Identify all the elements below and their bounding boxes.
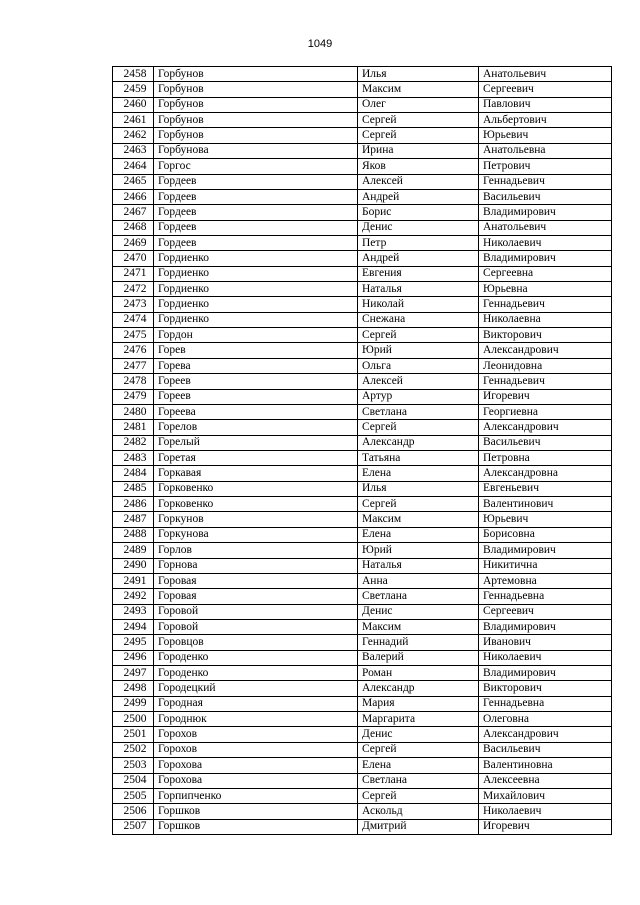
table-row	[113, 143, 612, 158]
row-number: 2502	[113, 742, 154, 757]
patronymic-cell: Александрович	[479, 727, 612, 742]
row-number: 2507	[113, 819, 154, 834]
first-name-cell: Николай	[358, 297, 479, 312]
last-name-cell: Гореев	[154, 389, 358, 404]
table-row	[113, 435, 612, 450]
patronymic-cell: Юрьевич	[479, 512, 612, 527]
table-row	[113, 205, 612, 220]
first-name-cell: Яков	[358, 159, 479, 174]
table-row	[113, 696, 612, 711]
row-number: 2477	[113, 358, 154, 373]
last-name-cell: Городная	[154, 696, 358, 711]
last-name-cell: Горовой	[154, 619, 358, 634]
last-name-cell: Горбунов	[154, 82, 358, 97]
table-row	[113, 235, 612, 250]
last-name-cell: Горлов	[154, 543, 358, 558]
first-name-cell: Валерий	[358, 650, 479, 665]
first-name-cell: Сергей	[358, 128, 479, 143]
patronymic-cell: Игоревич	[479, 389, 612, 404]
row-number: 2481	[113, 420, 154, 435]
last-name-cell: Горшков	[154, 819, 358, 834]
table-row	[113, 543, 612, 558]
last-name-cell: Гордон	[154, 328, 358, 343]
row-number: 2470	[113, 251, 154, 266]
last-name-cell: Горохов	[154, 742, 358, 757]
table-row	[113, 420, 612, 435]
first-name-cell: Максим	[358, 512, 479, 527]
last-name-cell: Горгос	[154, 159, 358, 174]
first-name-cell: Сергей	[358, 497, 479, 512]
first-name-cell: Денис	[358, 220, 479, 235]
patronymic-cell: Викторович	[479, 328, 612, 343]
last-name-cell: Горнова	[154, 558, 358, 573]
last-name-cell: Горовая	[154, 589, 358, 604]
patronymic-cell: Владимирович	[479, 619, 612, 634]
first-name-cell: Александр	[358, 435, 479, 450]
row-number: 2459	[113, 82, 154, 97]
patronymic-cell: Олеговна	[479, 712, 612, 727]
last-name-cell: Горовой	[154, 604, 358, 619]
last-name-cell: Гордеев	[154, 189, 358, 204]
patronymic-cell: Анатольевна	[479, 143, 612, 158]
patronymic-cell: Леонидовна	[479, 358, 612, 373]
patronymic-cell: Геннадьевич	[479, 297, 612, 312]
first-name-cell: Максим	[358, 82, 479, 97]
first-name-cell: Геннадий	[358, 635, 479, 650]
patronymic-cell: Александрович	[479, 343, 612, 358]
table-row	[113, 97, 612, 112]
patronymic-cell: Сергеевич	[479, 604, 612, 619]
row-number: 2478	[113, 374, 154, 389]
first-name-cell: Елена	[358, 758, 479, 773]
table-row	[113, 681, 612, 696]
row-number: 2488	[113, 527, 154, 542]
last-name-cell: Горбунов	[154, 113, 358, 128]
table-row	[113, 773, 612, 788]
last-name-cell: Горева	[154, 358, 358, 373]
table-row	[113, 251, 612, 266]
patronymic-cell: Николаевна	[479, 312, 612, 327]
patronymic-cell: Петровна	[479, 450, 612, 465]
first-name-cell: Маргарита	[358, 712, 479, 727]
first-name-cell: Юрий	[358, 343, 479, 358]
first-name-cell: Ирина	[358, 143, 479, 158]
first-name-cell: Евгения	[358, 266, 479, 281]
patronymic-cell: Александрович	[479, 420, 612, 435]
last-name-cell: Горохова	[154, 773, 358, 788]
table-row	[113, 450, 612, 465]
last-name-cell: Городенко	[154, 650, 358, 665]
first-name-cell: Аскольд	[358, 804, 479, 819]
table-row	[113, 297, 612, 312]
table-row	[113, 481, 612, 496]
last-name-cell: Горовая	[154, 573, 358, 588]
row-number: 2461	[113, 113, 154, 128]
patronymic-cell: Юрьевич	[479, 128, 612, 143]
table-row	[113, 527, 612, 542]
patronymic-cell: Владимирович	[479, 666, 612, 681]
row-number: 2484	[113, 466, 154, 481]
first-name-cell: Юрий	[358, 543, 479, 558]
row-number: 2493	[113, 604, 154, 619]
table-row	[113, 220, 612, 235]
table-row	[113, 558, 612, 573]
table-row	[113, 819, 612, 834]
first-name-cell: Татьяна	[358, 450, 479, 465]
patronymic-cell: Артемовна	[479, 573, 612, 588]
patronymic-cell: Иванович	[479, 635, 612, 650]
patronymic-cell: Владимирович	[479, 205, 612, 220]
patronymic-cell: Борисовна	[479, 527, 612, 542]
row-number: 2463	[113, 143, 154, 158]
patronymic-cell: Георгиевна	[479, 404, 612, 419]
last-name-cell: Гордиенко	[154, 297, 358, 312]
table-row	[113, 404, 612, 419]
patronymic-cell: Сергеевна	[479, 266, 612, 281]
patronymic-cell: Никитична	[479, 558, 612, 573]
patronymic-cell: Викторович	[479, 681, 612, 696]
patronymic-cell: Валентинович	[479, 497, 612, 512]
table-row	[113, 374, 612, 389]
row-number: 2506	[113, 804, 154, 819]
table-row	[113, 189, 612, 204]
last-name-cell: Горелов	[154, 420, 358, 435]
row-number: 2492	[113, 589, 154, 604]
patronymic-cell: Николаевич	[479, 650, 612, 665]
table-row	[113, 389, 612, 404]
patronymic-cell: Анатольевич	[479, 220, 612, 235]
row-number: 2499	[113, 696, 154, 711]
last-name-cell: Горохов	[154, 727, 358, 742]
first-name-cell: Александр	[358, 681, 479, 696]
last-name-cell: Гордеев	[154, 174, 358, 189]
table-row	[113, 497, 612, 512]
table-row	[113, 742, 612, 757]
last-name-cell: Горкавая	[154, 466, 358, 481]
last-name-cell: Горбунов	[154, 97, 358, 112]
row-number: 2480	[113, 404, 154, 419]
first-name-cell: Елена	[358, 466, 479, 481]
row-number: 2467	[113, 205, 154, 220]
first-name-cell: Илья	[358, 481, 479, 496]
row-number: 2503	[113, 758, 154, 773]
last-name-cell: Горохова	[154, 758, 358, 773]
patronymic-cell: Петрович	[479, 159, 612, 174]
last-name-cell: Гордиенко	[154, 251, 358, 266]
row-number: 2468	[113, 220, 154, 235]
first-name-cell: Светлана	[358, 589, 479, 604]
row-number: 2494	[113, 619, 154, 634]
table-row	[113, 604, 612, 619]
row-number: 2462	[113, 128, 154, 143]
patronymic-cell: Александровна	[479, 466, 612, 481]
first-name-cell: Светлана	[358, 773, 479, 788]
table-row	[113, 804, 612, 819]
row-number: 2458	[113, 67, 154, 82]
patronymic-cell: Геннадьевна	[479, 696, 612, 711]
row-number: 2491	[113, 573, 154, 588]
first-name-cell: Алексей	[358, 174, 479, 189]
table-row	[113, 328, 612, 343]
table-row	[113, 174, 612, 189]
row-number: 2466	[113, 189, 154, 204]
first-name-cell: Денис	[358, 604, 479, 619]
first-name-cell: Сергей	[358, 420, 479, 435]
last-name-cell: Горбунова	[154, 143, 358, 158]
table-row	[113, 727, 612, 742]
row-number: 2465	[113, 174, 154, 189]
first-name-cell: Петр	[358, 235, 479, 250]
first-name-cell: Наталья	[358, 558, 479, 573]
last-name-cell: Городецкий	[154, 681, 358, 696]
patronymic-cell: Юрьевна	[479, 282, 612, 297]
patronymic-cell: Васильевич	[479, 189, 612, 204]
first-name-cell: Сергей	[358, 113, 479, 128]
last-name-cell: Гордеев	[154, 235, 358, 250]
row-number: 2490	[113, 558, 154, 573]
first-name-cell: Денис	[358, 727, 479, 742]
table-row	[113, 312, 612, 327]
row-number: 2504	[113, 773, 154, 788]
last-name-cell: Гордеев	[154, 220, 358, 235]
first-name-cell: Алексей	[358, 374, 479, 389]
registry-body	[113, 67, 612, 835]
patronymic-cell: Геннадьевна	[479, 589, 612, 604]
first-name-cell: Наталья	[358, 282, 479, 297]
table-row	[113, 788, 612, 803]
last-name-cell: Горелый	[154, 435, 358, 450]
patronymic-cell: Геннадьевич	[479, 174, 612, 189]
table-row	[113, 67, 612, 82]
last-name-cell: Горкунов	[154, 512, 358, 527]
patronymic-cell: Геннадьевич	[479, 374, 612, 389]
last-name-cell: Горбунов	[154, 128, 358, 143]
first-name-cell: Анна	[358, 573, 479, 588]
first-name-cell: Роман	[358, 666, 479, 681]
table-row	[113, 128, 612, 143]
row-number: 2496	[113, 650, 154, 665]
first-name-cell: Сергей	[358, 328, 479, 343]
first-name-cell: Дмитрий	[358, 819, 479, 834]
last-name-cell: Горетая	[154, 450, 358, 465]
patronymic-cell: Владимирович	[479, 543, 612, 558]
patronymic-cell: Владимирович	[479, 251, 612, 266]
last-name-cell: Горшков	[154, 804, 358, 819]
table-row	[113, 82, 612, 97]
patronymic-cell: Николаевич	[479, 235, 612, 250]
table-row	[113, 635, 612, 650]
first-name-cell: Максим	[358, 619, 479, 634]
row-number: 2482	[113, 435, 154, 450]
registry-table	[112, 66, 612, 835]
table-row	[113, 619, 612, 634]
last-name-cell: Горкунова	[154, 527, 358, 542]
table-row	[113, 113, 612, 128]
table-row	[113, 343, 612, 358]
first-name-cell: Снежана	[358, 312, 479, 327]
first-name-cell: Елена	[358, 527, 479, 542]
row-number: 2483	[113, 450, 154, 465]
last-name-cell: Гордиенко	[154, 266, 358, 281]
patronymic-cell: Сергеевич	[479, 82, 612, 97]
last-name-cell: Горбунов	[154, 67, 358, 82]
table-row	[113, 466, 612, 481]
first-name-cell: Ольга	[358, 358, 479, 373]
table-row	[113, 159, 612, 174]
table-row	[113, 650, 612, 665]
patronymic-cell: Васильевич	[479, 435, 612, 450]
row-number: 2473	[113, 297, 154, 312]
row-number: 2475	[113, 328, 154, 343]
first-name-cell: Сергей	[358, 788, 479, 803]
first-name-cell: Сергей	[358, 742, 479, 757]
first-name-cell: Олег	[358, 97, 479, 112]
last-name-cell: Горев	[154, 343, 358, 358]
table-row	[113, 589, 612, 604]
row-number: 2497	[113, 666, 154, 681]
row-number: 2472	[113, 282, 154, 297]
table-row	[113, 758, 612, 773]
table-row	[113, 666, 612, 681]
last-name-cell: Горпипченко	[154, 788, 358, 803]
row-number: 2469	[113, 235, 154, 250]
table-row	[113, 266, 612, 281]
patronymic-cell: Валентиновна	[479, 758, 612, 773]
patronymic-cell: Васильевич	[479, 742, 612, 757]
row-number: 2486	[113, 497, 154, 512]
last-name-cell: Гореева	[154, 404, 358, 419]
first-name-cell: Борис	[358, 205, 479, 220]
table-row	[113, 573, 612, 588]
last-name-cell: Гордиенко	[154, 282, 358, 297]
last-name-cell: Городнюк	[154, 712, 358, 727]
row-number: 2500	[113, 712, 154, 727]
patronymic-cell: Альбертович	[479, 113, 612, 128]
first-name-cell: Андрей	[358, 189, 479, 204]
row-number: 2474	[113, 312, 154, 327]
first-name-cell: Артур	[358, 389, 479, 404]
row-number: 2485	[113, 481, 154, 496]
last-name-cell: Горковенко	[154, 497, 358, 512]
patronymic-cell: Анатольевич	[479, 67, 612, 82]
page-number: 1049	[307, 38, 333, 50]
table-row	[113, 712, 612, 727]
row-number: 2489	[113, 543, 154, 558]
table-row	[113, 512, 612, 527]
last-name-cell: Горковенко	[154, 481, 358, 496]
row-number: 2476	[113, 343, 154, 358]
row-number: 2505	[113, 788, 154, 803]
patronymic-cell: Николаевич	[479, 804, 612, 819]
row-number: 2471	[113, 266, 154, 281]
first-name-cell: Андрей	[358, 251, 479, 266]
first-name-cell: Светлана	[358, 404, 479, 419]
row-number: 2501	[113, 727, 154, 742]
row-number: 2498	[113, 681, 154, 696]
first-name-cell: Илья	[358, 67, 479, 82]
row-number: 2487	[113, 512, 154, 527]
table-row	[113, 282, 612, 297]
last-name-cell: Горовцов	[154, 635, 358, 650]
row-number: 2460	[113, 97, 154, 112]
table-row	[113, 358, 612, 373]
last-name-cell: Гордиенко	[154, 312, 358, 327]
last-name-cell: Гордеев	[154, 205, 358, 220]
patronymic-cell: Игоревич	[479, 819, 612, 834]
patronymic-cell: Павлович	[479, 97, 612, 112]
last-name-cell: Гореев	[154, 374, 358, 389]
row-number: 2464	[113, 159, 154, 174]
row-number: 2479	[113, 389, 154, 404]
row-number: 2495	[113, 635, 154, 650]
patronymic-cell: Михайлович	[479, 788, 612, 803]
patronymic-cell: Евгеньевич	[479, 481, 612, 496]
last-name-cell: Городенко	[154, 666, 358, 681]
first-name-cell: Мария	[358, 696, 479, 711]
patronymic-cell: Алексеевна	[479, 773, 612, 788]
